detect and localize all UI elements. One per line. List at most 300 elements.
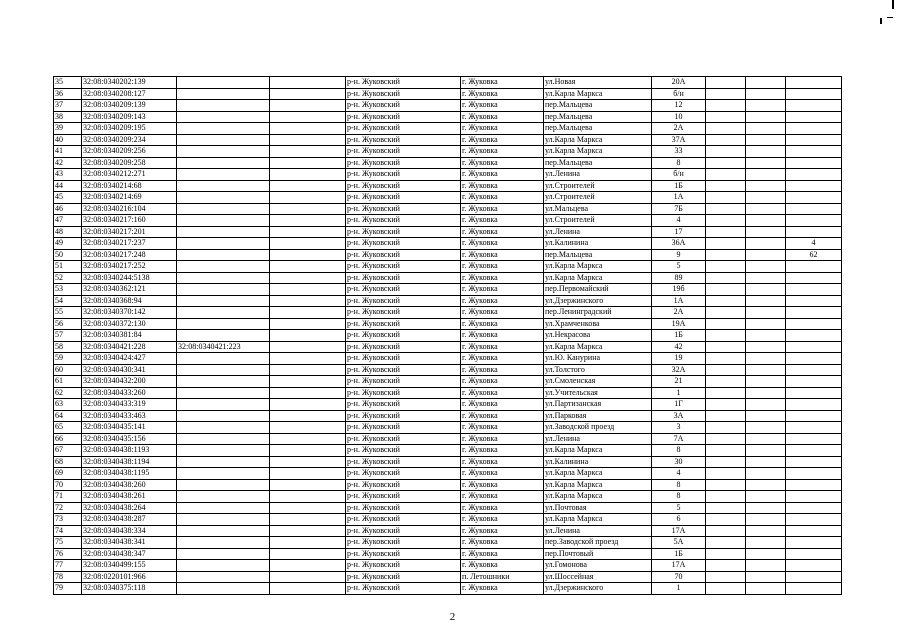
house-number-cell: 1: [652, 387, 706, 399]
cadastral-number-cell: 32:08:0340217:248: [82, 249, 177, 261]
row-number-cell: 35: [54, 77, 82, 89]
house-number-cell: 5: [652, 261, 706, 273]
street-cell: ул.Новая: [544, 77, 652, 89]
empty-cell: [270, 307, 346, 319]
empty-cell: [270, 146, 346, 158]
city-cell: г. Жуковка: [461, 491, 544, 503]
table-row: [54, 537, 842, 549]
empty-cell: [706, 88, 746, 100]
city-cell: г. Жуковка: [461, 479, 544, 491]
district-cell: р-н. Жуковский: [346, 468, 461, 480]
street-cell: ул.Строителей: [544, 192, 652, 204]
secondary-cadastral-cell: [177, 100, 270, 112]
street-cell: ул.Ленина: [544, 525, 652, 537]
street-cell: ул.Дзержинского: [544, 295, 652, 307]
extra-value-cell: [786, 468, 842, 480]
city-cell: г. Жуковка: [461, 560, 544, 572]
cadastral-number-cell: 32:08:0340209:195: [82, 123, 177, 135]
empty-cell: [706, 445, 746, 457]
secondary-cadastral-cell: [177, 433, 270, 445]
district-cell: р-н. Жуковский: [346, 399, 461, 411]
district-cell: р-н. Жуковский: [346, 307, 461, 319]
table-row: [54, 399, 842, 411]
empty-cell: [706, 548, 746, 560]
empty-cell: [746, 134, 786, 146]
secondary-cadastral-cell: [177, 180, 270, 192]
cadastral-number-cell: 32:08:0340433:319: [82, 399, 177, 411]
extra-value-cell: [786, 341, 842, 353]
row-number-cell: 46: [54, 203, 82, 215]
empty-cell: [746, 571, 786, 583]
city-cell: г. Жуковка: [461, 525, 544, 537]
house-number-cell: 19А: [652, 318, 706, 330]
empty-cell: [706, 100, 746, 112]
table-row: [54, 433, 842, 445]
house-number-cell: 6: [652, 514, 706, 526]
city-cell: г. Жуковка: [461, 318, 544, 330]
empty-cell: [706, 203, 746, 215]
row-number-cell: 42: [54, 157, 82, 169]
empty-cell: [746, 238, 786, 250]
cadastral-number-cell: 32:08:0340438:347: [82, 548, 177, 560]
row-number-cell: 67: [54, 445, 82, 457]
empty-cell: [270, 249, 346, 261]
cadastral-number-cell: 32:08:0340438:261: [82, 491, 177, 503]
district-cell: р-н. Жуковский: [346, 433, 461, 445]
empty-cell: [746, 307, 786, 319]
district-cell: р-н. Жуковский: [346, 330, 461, 342]
empty-cell: [746, 77, 786, 89]
house-number-cell: 42: [652, 341, 706, 353]
house-number-cell: 8: [652, 491, 706, 503]
cadastral-number-cell: 32:08:0340438:264: [82, 502, 177, 514]
extra-value-cell: [786, 284, 842, 296]
cadastral-number-cell: 32:08:0340209:256: [82, 146, 177, 158]
empty-cell: [270, 169, 346, 181]
house-number-cell: 1А: [652, 295, 706, 307]
table-row: [54, 88, 842, 100]
table-body: [54, 77, 842, 595]
registry-table: [53, 76, 842, 595]
row-number-cell: 50: [54, 249, 82, 261]
empty-cell: [706, 77, 746, 89]
extra-value-cell: [786, 192, 842, 204]
row-number-cell: 53: [54, 284, 82, 296]
table-row: [54, 77, 842, 89]
row-number-cell: 51: [54, 261, 82, 273]
city-cell: г. Жуковка: [461, 88, 544, 100]
empty-cell: [706, 387, 746, 399]
secondary-cadastral-cell: [177, 376, 270, 388]
empty-cell: [270, 180, 346, 192]
street-cell: пер.Ленинградский: [544, 307, 652, 319]
house-number-cell: 2А: [652, 123, 706, 135]
empty-cell: [746, 376, 786, 388]
cadastral-number-cell: 32:08:0340438:287: [82, 514, 177, 526]
secondary-cadastral-cell: [177, 548, 270, 560]
district-cell: р-н. Жуковский: [346, 537, 461, 549]
empty-cell: [706, 226, 746, 238]
empty-cell: [746, 514, 786, 526]
street-cell: пер.Мальцева: [544, 100, 652, 112]
district-cell: р-н. Жуковский: [346, 134, 461, 146]
empty-cell: [270, 341, 346, 353]
district-cell: р-н. Жуковский: [346, 353, 461, 365]
city-cell: г. Жуковка: [461, 146, 544, 158]
district-cell: р-н. Жуковский: [346, 157, 461, 169]
empty-cell: [270, 548, 346, 560]
city-cell: г. Жуковка: [461, 456, 544, 468]
extra-value-cell: [786, 456, 842, 468]
empty-cell: [706, 215, 746, 227]
house-number-cell: 2А: [652, 307, 706, 319]
row-number-cell: 38: [54, 111, 82, 123]
house-number-cell: 17А: [652, 525, 706, 537]
cadastral-number-cell: 32:08:0340217:237: [82, 238, 177, 250]
row-number-cell: 45: [54, 192, 82, 204]
table-row: [54, 192, 842, 204]
empty-cell: [746, 192, 786, 204]
cadastral-number-cell: 32:08:0340362:121: [82, 284, 177, 296]
empty-cell: [746, 318, 786, 330]
row-number-cell: 71: [54, 491, 82, 503]
table-row: [54, 560, 842, 572]
secondary-cadastral-cell: [177, 146, 270, 158]
house-number-cell: 36А: [652, 238, 706, 250]
secondary-cadastral-cell: [177, 203, 270, 215]
empty-cell: [706, 284, 746, 296]
cadastral-number-cell: 32:08:0340202:139: [82, 77, 177, 89]
secondary-cadastral-cell: [177, 192, 270, 204]
house-number-cell: 4: [652, 215, 706, 227]
empty-cell: [270, 215, 346, 227]
extra-value-cell: [786, 560, 842, 572]
row-number-cell: 41: [54, 146, 82, 158]
extra-value-cell: [786, 123, 842, 135]
extra-value-cell: [786, 226, 842, 238]
cadastral-number-cell: 32:08:0340244:5138: [82, 272, 177, 284]
secondary-cadastral-cell: [177, 502, 270, 514]
row-number-cell: 47: [54, 215, 82, 227]
city-cell: г. Жуковка: [461, 341, 544, 353]
table-row: [54, 146, 842, 158]
cadastral-number-cell: 32:08:0340209:258: [82, 157, 177, 169]
row-number-cell: 62: [54, 387, 82, 399]
row-number-cell: 77: [54, 560, 82, 572]
secondary-cadastral-cell: 32:08:0340421:223: [177, 341, 270, 353]
empty-cell: [706, 192, 746, 204]
table-row: [54, 468, 842, 480]
extra-value-cell: [786, 111, 842, 123]
street-cell: ул.Строителей: [544, 215, 652, 227]
district-cell: р-н. Жуковский: [346, 169, 461, 181]
extra-value-cell: [786, 514, 842, 526]
extra-value-cell: [786, 548, 842, 560]
table-row: [54, 571, 842, 583]
secondary-cadastral-cell: [177, 169, 270, 181]
scan-edge-mark: [887, 17, 893, 18]
empty-cell: [706, 169, 746, 181]
cadastral-number-cell: 32:08:0340208:127: [82, 88, 177, 100]
table-row: [54, 456, 842, 468]
empty-cell: [270, 410, 346, 422]
district-cell: р-н. Жуковский: [346, 525, 461, 537]
empty-cell: [706, 479, 746, 491]
empty-cell: [270, 422, 346, 434]
empty-cell: [706, 238, 746, 250]
house-number-cell: 17А: [652, 560, 706, 572]
house-number-cell: 30: [652, 456, 706, 468]
table-row: [54, 249, 842, 261]
cadastral-number-cell: 32:08:0340438:260: [82, 479, 177, 491]
secondary-cadastral-cell: [177, 410, 270, 422]
empty-cell: [270, 387, 346, 399]
empty-cell: [706, 583, 746, 595]
table-row: [54, 364, 842, 376]
table-row: [54, 284, 842, 296]
cadastral-number-cell: 32:08:0340217:201: [82, 226, 177, 238]
district-cell: р-н. Жуковский: [346, 514, 461, 526]
row-number-cell: 52: [54, 272, 82, 284]
table-row: [54, 123, 842, 135]
empty-cell: [746, 330, 786, 342]
city-cell: г. Жуковка: [461, 445, 544, 457]
table-row: [54, 100, 842, 112]
table-row: [54, 525, 842, 537]
house-number-cell: 8: [652, 479, 706, 491]
empty-cell: [746, 203, 786, 215]
row-number-cell: 36: [54, 88, 82, 100]
cadastral-number-cell: 32:08:0340421:228: [82, 341, 177, 353]
district-cell: р-н. Жуковский: [346, 123, 461, 135]
secondary-cadastral-cell: [177, 330, 270, 342]
city-cell: г. Жуковка: [461, 387, 544, 399]
extra-value-cell: [786, 583, 842, 595]
street-cell: пер.Почтовый: [544, 548, 652, 560]
table-row: [54, 307, 842, 319]
row-number-cell: 72: [54, 502, 82, 514]
street-cell: ул.Калинина: [544, 238, 652, 250]
secondary-cadastral-cell: [177, 295, 270, 307]
city-cell: г. Жуковка: [461, 307, 544, 319]
row-number-cell: 48: [54, 226, 82, 238]
house-number-cell: 37А: [652, 134, 706, 146]
city-cell: г. Жуковка: [461, 215, 544, 227]
house-number-cell: б/н: [652, 169, 706, 181]
table-row: [54, 491, 842, 503]
empty-cell: [746, 399, 786, 411]
row-number-cell: 64: [54, 410, 82, 422]
city-cell: г. Жуковка: [461, 157, 544, 169]
house-number-cell: 1А: [652, 192, 706, 204]
city-cell: г. Жуковка: [461, 192, 544, 204]
empty-cell: [270, 583, 346, 595]
empty-cell: [706, 456, 746, 468]
row-number-cell: 70: [54, 479, 82, 491]
secondary-cadastral-cell: [177, 468, 270, 480]
city-cell: г. Жуковка: [461, 376, 544, 388]
empty-cell: [746, 261, 786, 273]
house-number-cell: 3: [652, 422, 706, 434]
empty-cell: [746, 215, 786, 227]
district-cell: р-н. Жуковский: [346, 215, 461, 227]
secondary-cadastral-cell: [177, 353, 270, 365]
street-cell: ул.Гомонова: [544, 560, 652, 572]
extra-value-cell: [786, 318, 842, 330]
empty-cell: [270, 479, 346, 491]
extra-value-cell: [786, 77, 842, 89]
empty-cell: [746, 502, 786, 514]
house-number-cell: 1Б: [652, 180, 706, 192]
row-number-cell: 74: [54, 525, 82, 537]
city-cell: г. Жуковка: [461, 433, 544, 445]
empty-cell: [746, 433, 786, 445]
extra-value-cell: [786, 376, 842, 388]
row-number-cell: 40: [54, 134, 82, 146]
cadastral-number-cell: 32:08:0340435:141: [82, 422, 177, 434]
empty-cell: [706, 295, 746, 307]
cadastral-number-cell: 32:08:0340212:271: [82, 169, 177, 181]
scan-edge-mark: [892, 0, 894, 9]
empty-cell: [706, 537, 746, 549]
house-number-cell: 8: [652, 157, 706, 169]
table-row: [54, 134, 842, 146]
street-cell: пер.Мальцева: [544, 157, 652, 169]
empty-cell: [270, 468, 346, 480]
empty-cell: [270, 456, 346, 468]
street-cell: ул.Шоссейная: [544, 571, 652, 583]
city-cell: г. Жуковка: [461, 77, 544, 89]
secondary-cadastral-cell: [177, 272, 270, 284]
extra-value-cell: [786, 399, 842, 411]
row-number-cell: 43: [54, 169, 82, 181]
extra-value-cell: [786, 410, 842, 422]
cadastral-number-cell: 32:08:0340209:139: [82, 100, 177, 112]
district-cell: р-н. Жуковский: [346, 364, 461, 376]
district-cell: р-н. Жуковский: [346, 249, 461, 261]
secondary-cadastral-cell: [177, 399, 270, 411]
empty-cell: [706, 525, 746, 537]
empty-cell: [746, 123, 786, 135]
empty-cell: [270, 272, 346, 284]
empty-cell: [746, 341, 786, 353]
city-cell: г. Жуковка: [461, 514, 544, 526]
city-cell: г. Жуковка: [461, 353, 544, 365]
table-row: [54, 226, 842, 238]
empty-cell: [706, 134, 746, 146]
city-cell: г. Жуковка: [461, 111, 544, 123]
empty-cell: [706, 399, 746, 411]
street-cell: пер.Мальцева: [544, 249, 652, 261]
city-cell: г. Жуковка: [461, 410, 544, 422]
table-row: [54, 318, 842, 330]
empty-cell: [706, 180, 746, 192]
empty-cell: [746, 111, 786, 123]
district-cell: р-н. Жуковский: [346, 491, 461, 503]
empty-cell: [270, 560, 346, 572]
empty-cell: [746, 169, 786, 181]
house-number-cell: 20А: [652, 77, 706, 89]
empty-cell: [746, 537, 786, 549]
empty-cell: [270, 502, 346, 514]
row-number-cell: 76: [54, 548, 82, 560]
street-cell: ул.Ю. Канурина: [544, 353, 652, 365]
house-number-cell: 7Б: [652, 203, 706, 215]
row-number-cell: 59: [54, 353, 82, 365]
empty-cell: [706, 123, 746, 135]
street-cell: ул.Карла Маркса: [544, 468, 652, 480]
extra-value-cell: [786, 157, 842, 169]
cadastral-number-cell: 32:08:0340370:142: [82, 307, 177, 319]
extra-value-cell: [786, 180, 842, 192]
house-number-cell: 5А: [652, 537, 706, 549]
row-number-cell: 65: [54, 422, 82, 434]
extra-value-cell: [786, 330, 842, 342]
cadastral-number-cell: 32:08:0340433:463: [82, 410, 177, 422]
cadastral-number-cell: 32:08:0340214:68: [82, 180, 177, 192]
empty-cell: [270, 571, 346, 583]
secondary-cadastral-cell: [177, 307, 270, 319]
empty-cell: [270, 433, 346, 445]
district-cell: р-н. Жуковский: [346, 548, 461, 560]
city-cell: г. Жуковка: [461, 134, 544, 146]
cadastral-number-cell: 32:08:0340432:200: [82, 376, 177, 388]
street-cell: ул.Партизанская: [544, 399, 652, 411]
secondary-cadastral-cell: [177, 318, 270, 330]
secondary-cadastral-cell: [177, 226, 270, 238]
empty-cell: [746, 88, 786, 100]
street-cell: ул.Храмченкова: [544, 318, 652, 330]
empty-cell: [706, 376, 746, 388]
empty-cell: [706, 272, 746, 284]
secondary-cadastral-cell: [177, 134, 270, 146]
house-number-cell: 17: [652, 226, 706, 238]
house-number-cell: 32А: [652, 364, 706, 376]
empty-cell: [270, 445, 346, 457]
district-cell: р-н. Жуковский: [346, 180, 461, 192]
empty-cell: [746, 100, 786, 112]
row-number-cell: 78: [54, 571, 82, 583]
street-cell: ул.Карла Маркса: [544, 341, 652, 353]
row-number-cell: 55: [54, 307, 82, 319]
secondary-cadastral-cell: [177, 571, 270, 583]
district-cell: р-н. Жуковский: [346, 146, 461, 158]
street-cell: ул.Ленина: [544, 433, 652, 445]
row-number-cell: 61: [54, 376, 82, 388]
empty-cell: [270, 157, 346, 169]
empty-cell: [706, 341, 746, 353]
street-cell: ул.Ленина: [544, 226, 652, 238]
empty-cell: [270, 399, 346, 411]
city-cell: г. Жуковка: [461, 249, 544, 261]
row-number-cell: 49: [54, 238, 82, 250]
house-number-cell: 1Г: [652, 399, 706, 411]
street-cell: ул.Карла Маркса: [544, 146, 652, 158]
empty-cell: [746, 560, 786, 572]
street-cell: ул.Дзержинского: [544, 583, 652, 595]
extra-value-cell: [786, 307, 842, 319]
empty-cell: [270, 525, 346, 537]
secondary-cadastral-cell: [177, 456, 270, 468]
empty-cell: [270, 226, 346, 238]
empty-cell: [270, 77, 346, 89]
house-number-cell: 19: [652, 353, 706, 365]
house-number-cell: 89: [652, 272, 706, 284]
district-cell: р-н. Жуковский: [346, 100, 461, 112]
empty-cell: [270, 203, 346, 215]
table-row: [54, 111, 842, 123]
house-number-cell: 1: [652, 583, 706, 595]
